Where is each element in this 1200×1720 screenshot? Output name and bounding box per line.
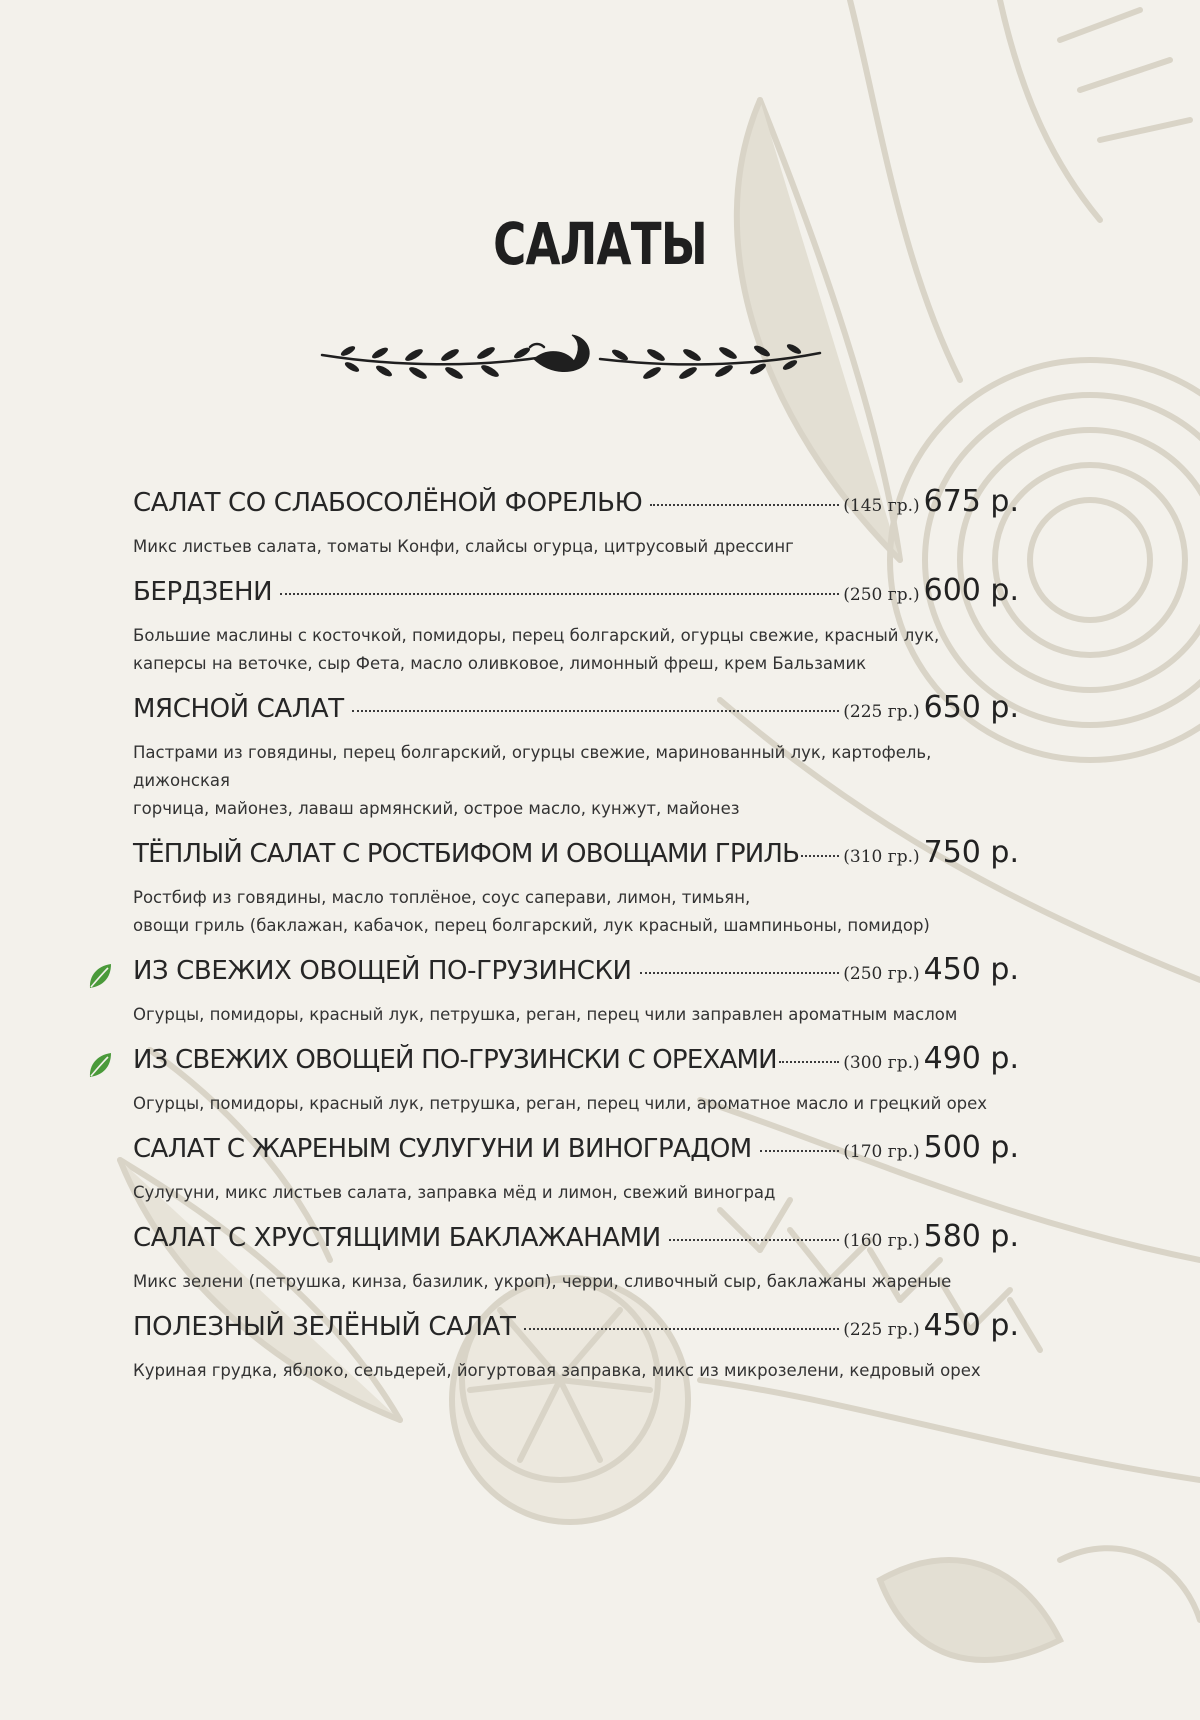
menu-item [133, 1041, 1019, 1118]
dish-price: 750 р. [923, 835, 1019, 870]
description-line: Огурцы, помидоры, красный лук, петрушка, реган, перец чили, ароматное масло и грецкий орех [133, 1094, 988, 1113]
description-line: Сулугуни, микс листьев салата, заправка мёд и лимон, свежий виноград [133, 1183, 776, 1202]
dot-leader [760, 1149, 840, 1152]
dish-name: ИЗ СВЕЖИХ ОВОЩЕЙ ПО-ГРУЗИНСКИ [133, 956, 632, 986]
menu-item [133, 1130, 1019, 1207]
menu-item [133, 952, 1019, 1029]
dot-leader [524, 1327, 840, 1330]
salad-menu-list [133, 484, 1019, 1397]
dish-price: 675 р. [923, 484, 1019, 519]
dish-name: САЛАТ С ХРУСТЯЩИМИ БАКЛАЖАНАМИ [133, 1223, 661, 1253]
dish-price: 650 р. [923, 690, 1019, 725]
dish-price: 600 р. [923, 573, 1019, 608]
dish-description [133, 1357, 993, 1385]
menu-item [133, 1308, 1019, 1385]
description-line: Куриная грудка, яблоко, сельдерей, йогуртовая заправка, микс из микрозелени, кедровый орех [133, 1361, 981, 1380]
description-line: Микс листьев салата, томаты Конфи, слайсы огурца, цитрусовый дрессинг [133, 537, 794, 556]
dot-leader [650, 503, 839, 506]
dot-leader [640, 971, 840, 974]
dish-name: ТЁПЛЫЙ САЛАТ С РОСТБИФОМ И ОВОЩАМИ ГРИЛЬ [133, 839, 800, 869]
dish-name: ПОЛЕЗНЫЙ ЗЕЛЁНЫЙ САЛАТ [133, 1312, 516, 1342]
page-title: САЛАТЫ [493, 210, 707, 278]
description-line: горчица, майонез, лаваш армянский, острое масло, кунжут, майонез [133, 799, 740, 818]
description-line: овощи гриль (баклажан, кабачок, перец болгарский, лук красный, шампиньоны, помидор) [133, 916, 930, 935]
menu-item [133, 484, 1019, 561]
description-line: Микс зелени (петрушка, кинза, базилик, укроп), черри, сливочный сыр, баклажаны жареные [133, 1272, 952, 1291]
vegetarian-leaf-icon [87, 962, 113, 990]
menu-item-header [133, 1308, 1019, 1354]
dish-name: БЕРДЗЕНИ [133, 577, 273, 607]
menu-item-header [133, 690, 1019, 736]
dish-name: ИЗ СВЕЖИХ ОВОЩЕЙ ПО-ГРУЗИНСКИ С ОРЕХАМИ [133, 1045, 777, 1075]
menu-item [133, 835, 1019, 940]
dish-description [133, 1179, 993, 1207]
menu-item-header [133, 835, 1019, 881]
dot-leader [801, 854, 839, 857]
dish-weight: (310 гр.) [843, 847, 920, 867]
vegetarian-leaf-icon [87, 1051, 113, 1079]
chili-vine-ornament-icon [318, 325, 824, 395]
menu-item-header [133, 952, 1019, 998]
dish-description [133, 533, 993, 561]
dish-description [133, 1090, 993, 1118]
description-line: Пастрами из говядины, перец болгарский, огурцы свежие, маринованный лук, картофель, дижонская [133, 743, 932, 790]
menu-item-header [133, 1130, 1019, 1176]
dish-price: 490 р. [923, 1041, 1019, 1076]
dish-price: 450 р. [923, 952, 1019, 987]
dot-leader [352, 709, 840, 712]
menu-item [133, 573, 1019, 678]
description-line: Большие маслины с косточкой, помидоры, перец болгарский, огурцы свежие, красный лук, [133, 626, 940, 645]
description-line: Огурцы, помидоры, красный лук, петрушка, реган, перец чили заправлен ароматным маслом [133, 1005, 958, 1024]
description-line: каперсы на веточке, сыр Фета, масло оливковое, лимонный фреш, крем Бальзамик [133, 654, 867, 673]
dish-description [133, 884, 993, 940]
dish-weight: (145 гр.) [843, 496, 920, 516]
dish-description [133, 1268, 993, 1296]
dish-weight: (170 гр.) [843, 1142, 920, 1162]
dish-description [133, 622, 993, 678]
dot-leader [779, 1060, 840, 1063]
dish-price: 450 р. [923, 1308, 1019, 1343]
menu-item-header [133, 573, 1019, 619]
dish-weight: (250 гр.) [843, 964, 920, 984]
dish-weight: (225 гр.) [843, 702, 920, 722]
dish-name: САЛАТ С ЖАРЕНЫМ СУЛУГУНИ И ВИНОГРАДОМ [133, 1134, 752, 1164]
dot-leader [669, 1238, 840, 1241]
dish-name: САЛАТ СО СЛАБОСОЛЁНОЙ ФОРЕЛЬЮ [133, 488, 643, 518]
menu-item [133, 690, 1019, 823]
dish-name: МЯСНОЙ САЛАТ [133, 694, 344, 724]
dish-weight: (300 гр.) [843, 1053, 920, 1073]
menu-item-header [133, 484, 1019, 530]
menu-item [133, 1219, 1019, 1296]
menu-item-header [133, 1041, 1019, 1087]
description-line: Ростбиф из говядины, масло топлёное, соус саперави, лимон, тимьян, [133, 888, 751, 907]
dish-description [133, 739, 993, 823]
dish-weight: (160 гр.) [843, 1231, 920, 1251]
dish-price: 580 р. [923, 1219, 1019, 1254]
menu-item-header [133, 1219, 1019, 1265]
dish-price: 500 р. [923, 1130, 1019, 1165]
dot-leader [280, 592, 839, 595]
dish-description [133, 1001, 993, 1029]
dish-weight: (250 гр.) [843, 585, 920, 605]
dish-weight: (225 гр.) [843, 1320, 920, 1340]
